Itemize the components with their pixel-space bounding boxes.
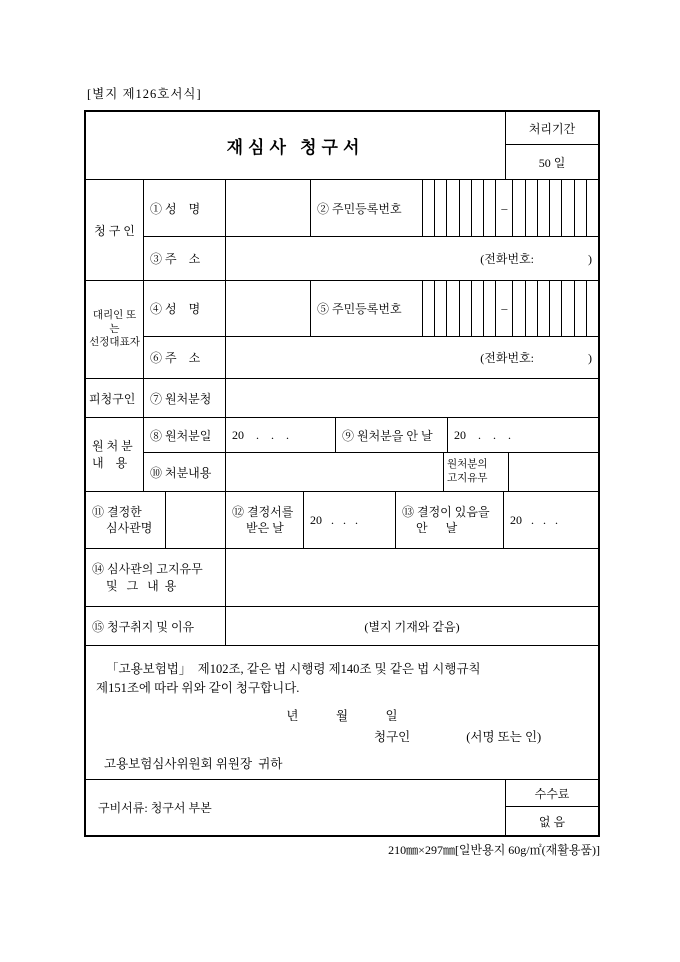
- original-disposition-section-label: [86, 418, 144, 492]
- rrn-dash: –: [496, 281, 513, 336]
- disposition-date-field[interactable]: 20 . . .: [226, 418, 336, 453]
- paper-spec-note: 210㎜×297㎜[일반용지 60g/㎡(재활용품)]: [388, 843, 600, 857]
- declaration-date-line: 년 월 일: [286, 708, 398, 723]
- decision-received-label: [226, 492, 304, 549]
- decision-known-field[interactable]: 20 . . .: [504, 492, 598, 549]
- disposition-known-label: ⑨ 원처분을 안 날: [336, 418, 448, 453]
- decision-known-line1: ⑬ 결정이 있음을: [402, 504, 490, 519]
- declaration-sign-note: (서명 또는 인): [466, 730, 542, 745]
- examiner-notice-field[interactable]: [226, 549, 598, 607]
- footer-row: [86, 780, 598, 835]
- declaration-sign-line: [96, 728, 588, 747]
- claimant-name-label: ① 성 명: [144, 180, 226, 237]
- disposition-content-field[interactable]: [226, 453, 444, 492]
- claimant-section-label: 청 구 인: [86, 180, 144, 281]
- purpose-row: [86, 607, 598, 646]
- fee-value: 없 음: [538, 814, 566, 829]
- rrn-digit-box[interactable]: [587, 281, 598, 336]
- declaration-block: [86, 646, 598, 780]
- agent-name-label: ④ 성 명: [144, 281, 226, 337]
- rrn-digit-box[interactable]: [526, 281, 538, 336]
- rrn-digit-box[interactable]: [550, 180, 562, 236]
- fee-label: 수수료: [506, 780, 598, 807]
- decision-row: [86, 492, 598, 549]
- rrn-digit-box[interactable]: [460, 281, 472, 336]
- rrn-digit-box[interactable]: [562, 281, 574, 336]
- agent-section-line2: 선정대표자: [89, 337, 140, 349]
- declaration-signer-label: 청구인: [374, 730, 411, 745]
- decision-received-field[interactable]: 20 . . .: [304, 492, 396, 549]
- respondent-agency-field[interactable]: [226, 379, 598, 418]
- processing-period-box: [506, 112, 598, 180]
- examiner-notice-row: [86, 549, 598, 607]
- title-row: [86, 112, 598, 180]
- fee-box: [506, 780, 598, 835]
- rrn-digit-box[interactable]: [513, 180, 525, 236]
- declaration-row: [86, 646, 598, 780]
- rrn-digit-box[interactable]: [562, 180, 574, 236]
- rrn-digit-box[interactable]: [460, 180, 472, 236]
- original-disposition-line2: 내 용: [92, 455, 128, 470]
- claimant-rrn-field[interactable]: [423, 180, 598, 237]
- claimant-section: [86, 180, 598, 281]
- rrn-digit-box[interactable]: [575, 281, 587, 336]
- processing-period-value: 50 일: [506, 145, 598, 180]
- rrn-digit-box[interactable]: [447, 180, 459, 236]
- disposition-notice-line2: 고지유무: [447, 473, 488, 484]
- decision-examiner-field[interactable]: [166, 492, 226, 549]
- rrn-digit-box[interactable]: [423, 281, 435, 336]
- claimant-name-field[interactable]: [226, 180, 311, 237]
- examiner-notice-label: [86, 549, 226, 607]
- decision-received-line2: 받은 날: [246, 521, 284, 535]
- agent-address-label: ⑥ 주 소: [144, 337, 226, 379]
- disposition-content-label: ⑩ 처분내용: [144, 453, 226, 492]
- agent-rrn-label: ⑤ 주민등록번호: [311, 281, 423, 337]
- rrn-digit-box[interactable]: [484, 180, 496, 236]
- disposition-notice-line1: 원처분의: [447, 459, 488, 471]
- rrn-digit-box[interactable]: [472, 180, 484, 236]
- decision-known-label: [396, 492, 504, 549]
- disposition-known-field[interactable]: 20 . . .: [448, 418, 598, 453]
- rrn-digit-box[interactable]: [435, 180, 447, 236]
- claimant-phone-field[interactable]: (전화번호: ): [226, 237, 598, 281]
- decision-received-line1: ⑫ 결정서를: [232, 504, 294, 519]
- rrn-dash: –: [496, 180, 513, 236]
- form-code-label: [별지 제126호서식]: [87, 87, 202, 101]
- claimant-rrn-label: ② 주민등록번호: [311, 180, 423, 237]
- rrn-digit-box[interactable]: [423, 180, 435, 236]
- decision-examiner-line1: ⑪ 결정한: [92, 504, 142, 519]
- form-table: [84, 110, 600, 837]
- rrn-digit-box[interactable]: [575, 180, 587, 236]
- agent-rrn-field[interactable]: [423, 281, 598, 337]
- agent-name-field[interactable]: [226, 281, 311, 337]
- rrn-digit-box[interactable]: [538, 281, 550, 336]
- rrn-digit-box[interactable]: [484, 281, 496, 336]
- examiner-notice-line2: 및 그 내 용: [106, 578, 177, 593]
- agent-section: [86, 281, 598, 379]
- rrn-digit-box[interactable]: [435, 281, 447, 336]
- declaration-line1: 「고용보험법」 제102조, 같은 법 시행령 제140조 및 같은 법 시행규칙: [106, 662, 481, 676]
- rrn-digit-box[interactable]: [538, 180, 550, 236]
- agent-phone-field[interactable]: (전화번호: ): [226, 337, 598, 379]
- respondent-row: [86, 379, 598, 418]
- examiner-notice-line1: ⑭ 심사관의 고지유무: [92, 562, 203, 577]
- declaration-recipient: 고용보험심사위원회 위원장 귀하: [104, 756, 283, 771]
- agent-section-label: [86, 281, 144, 379]
- rrn-digit-box[interactable]: [587, 180, 598, 236]
- disposition-notice-label: [444, 453, 509, 492]
- decision-examiner-label: [86, 492, 166, 549]
- disposition-notice-field[interactable]: [509, 453, 598, 492]
- declaration-line2: 제151조에 따라 위와 같이 청구합니다.: [96, 681, 300, 696]
- original-disposition-line1: 원 처 분: [92, 439, 133, 454]
- processing-period-label: 처리기간: [506, 112, 598, 145]
- original-disposition-section: [86, 418, 598, 492]
- rrn-digit-box[interactable]: [472, 281, 484, 336]
- purpose-value: (별지 기재와 같음): [226, 607, 598, 646]
- decision-examiner-line2: 심사관명: [106, 521, 153, 535]
- purpose-label: ⑮ 청구취지 및 이유: [86, 607, 226, 646]
- claimant-address-label: ③ 주 소: [144, 237, 226, 281]
- respondent-section-label: 피청구인: [86, 379, 144, 418]
- required-documents-label: 구비서류: 청구서 부본: [86, 780, 506, 835]
- agent-section-line1: 대리인 또는: [92, 310, 137, 335]
- decision-known-line2: 안 날: [416, 521, 458, 535]
- rrn-digit-box[interactable]: [513, 281, 525, 336]
- disposition-date-label: ⑧ 원처분일: [144, 418, 226, 453]
- form-title: 재심사 청구서: [86, 112, 506, 180]
- rrn-digit-box[interactable]: [550, 281, 562, 336]
- rrn-digit-box[interactable]: [526, 180, 538, 236]
- respondent-agency-label: ⑦ 원처분청: [144, 379, 226, 418]
- rrn-digit-box[interactable]: [447, 281, 459, 336]
